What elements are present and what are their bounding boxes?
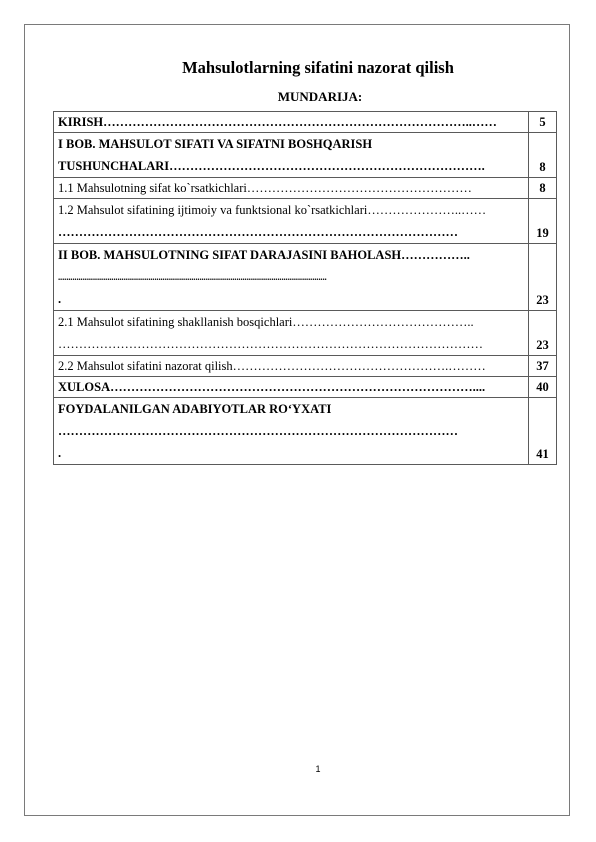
toc-row-chapter-1[interactable] <box>54 133 557 178</box>
toc-page-number: 37 <box>529 356 557 377</box>
toc-entry-text: 2.1 Mahsulot sifatining shakllanish bosqichlari…………………………………….. <box>58 315 474 329</box>
toc-entry <box>54 133 529 178</box>
toc-row-1-1[interactable] <box>54 178 557 199</box>
toc-page-number: 5 <box>529 112 557 133</box>
toc-page-number: 23 <box>529 311 557 356</box>
document-title: Mahsulotlarning sifatini nazorat qilish <box>182 58 454 77</box>
toc-entry <box>54 311 529 356</box>
toc-entry <box>54 244 529 311</box>
toc-entry-text: I BOB. MAHSULOT SIFATI VA SIFATNI BOSHQARISH <box>58 137 373 151</box>
toc-row-1-2[interactable] <box>54 199 557 244</box>
toc-entry <box>54 356 529 377</box>
table-of-contents <box>53 111 557 465</box>
toc-entry-text: ………………………………………………………………………………………… <box>58 337 483 351</box>
toc-entry <box>54 199 529 244</box>
toc-page-number: 8 <box>529 178 557 199</box>
toc-row-kirish[interactable] <box>54 112 557 133</box>
toc-row-chapter-2[interactable] <box>54 244 557 311</box>
toc-entry-text: FOYDALANILGAN ADABIYOTLAR RO‘YXATI <box>58 402 332 416</box>
toc-entry-text: KIRISH……………………………………………………………………………..…… <box>58 115 497 129</box>
toc-entry-text: 2.2 Mahsulot sifatini nazorat qilish…………………………………………….……… <box>58 359 486 373</box>
toc-row-references[interactable] <box>54 398 557 465</box>
toc-entry <box>54 377 529 398</box>
toc-page-number: 23 <box>529 244 557 311</box>
toc-page-number: 8 <box>529 133 557 178</box>
toc-entry-text: . <box>58 446 62 460</box>
toc-entry <box>54 112 529 133</box>
toc-entry-text: …………………………………………………………………………………… <box>58 424 458 438</box>
toc-row-2-1[interactable] <box>54 311 557 356</box>
toc-entry-text: XULOSA…………………………………………………………………………….... <box>58 380 486 394</box>
toc-entry-text: . <box>58 292 62 306</box>
toc-row-xulosa[interactable] <box>54 377 557 398</box>
toc-entry <box>54 398 529 465</box>
toc-entry-text: ................................................................................................................................... <box>58 272 327 282</box>
toc-entry-text: TUSHUNCHALARI…………………………………………………………………. <box>58 159 485 173</box>
toc-page-number: 19 <box>529 199 557 244</box>
toc-page-number: 40 <box>529 377 557 398</box>
toc-entry-text: II BOB. MAHSULOTNING SIFAT DARAJASINI BAHOLASH…………….. <box>58 248 470 262</box>
toc-page-number: 41 <box>529 398 557 465</box>
page-number: 1 <box>315 764 321 774</box>
toc-entry-text: 1.1 Mahsulotning sifat ko`rsatkichlari……………………………………………… <box>58 181 472 195</box>
toc-entry-text: 1.2 Mahsulot sifatining ijtimoiy va funktsional ko`rsatkichlari…………………..…… <box>58 203 487 217</box>
toc-row-2-2[interactable] <box>54 356 557 377</box>
toc-entry <box>54 178 529 199</box>
toc-heading: MUNDARIJA: <box>277 89 363 104</box>
toc-entry-text: …………………………………………………………………………………… <box>58 225 458 239</box>
